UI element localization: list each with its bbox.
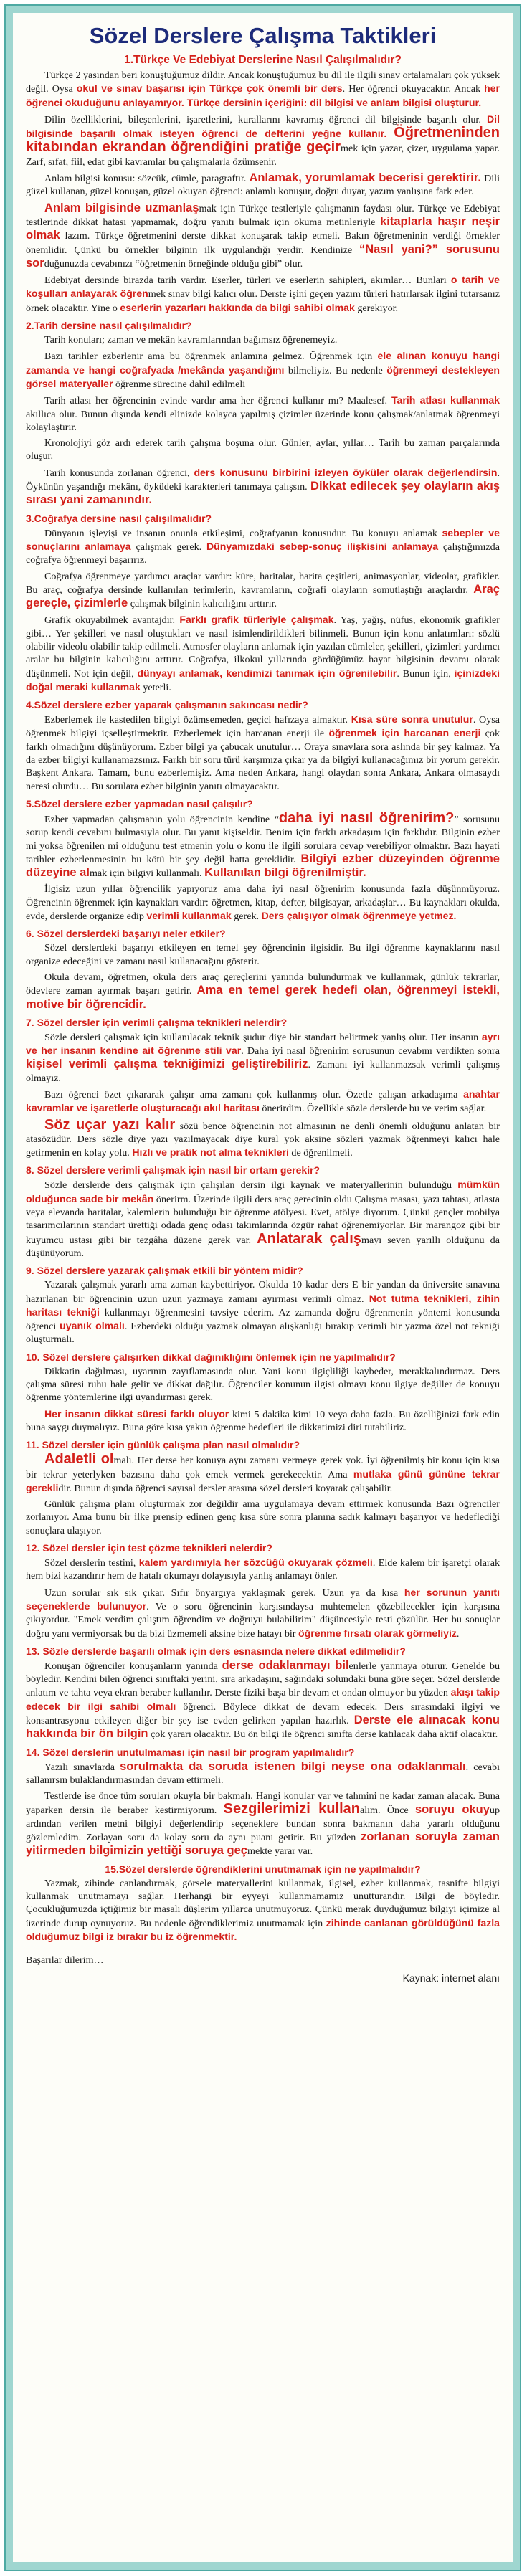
paragraph <box>26 1659 500 1741</box>
paragraph <box>26 1790 500 1858</box>
text-run: . Her öğrenci okuyacaktır. Ancak <box>342 83 485 95</box>
paragraph <box>26 1760 500 1787</box>
text-run: Ezberlemek ile kastedilen bilgiyi özümsemeden, geçici hafızaya almaktır. <box>44 714 351 726</box>
text-run: Sözle derslerde ders çalışmak için çalışılan dersin ilgi kaynak ve materyallerinin bulunduğu <box>44 1179 458 1192</box>
highlighted-phrase: soruyu okuy <box>414 1803 490 1817</box>
text-run: Dikkatin dağılması, uyarının zayıflamasında olur. Yani konu ilgiçliliği kaybeder, merakkalındırmaz. Ders çalışma süresi ruhu hale gelir ve dikkat dağılır. Öğrenciler konunun ilgisi olmayı konu ilgiye değiller de konuyu öğrenme yöntemlerine ilgi uyandırması gerek. <box>26 1365 500 1404</box>
text-run: Günlük çalışma planı oluşturmak zor değildir ama uygulamaya devam ettirmek konusunda Bazı öğrenciler zorlanıyor. Ama bunu bir ilke prensip edinen genç kısa süre sonra planına sadık kalmayı başarıyor ve hedeflediği sonuçlara ulaşıyor. <box>26 1498 500 1536</box>
text-run: kullanmayı öğrenmesini tavsiye ederim. Az zamanda doğru öğrenmenin yöntemi konusunda öğrenci <box>26 1306 500 1333</box>
text-run: çok yararı olacaktır. Bu ön bilgi ile öğrenci sınıfta derse katılacak daha aktif olacaktır. <box>148 1729 498 1741</box>
text-run: malı. Her derse her konuya aynı zamanı vermeye gerek yok. İyi öğrenilmiş bir konu için kısa bir tekrar yeterlyken bazısına daha çok emek vermek gerekecektir. Ama <box>26 1455 500 1481</box>
highlighted-phrase: mümkün olduğunca sade bir mekân <box>26 1179 500 1204</box>
highlighted-phrase: öğrenmeyi destekleyen görsel materyaller <box>26 363 500 389</box>
text-run: ” sorusunu sorup kendi cevabını bulmasıyla olur. Bu yanıt kişiseldir. Benim için farklı arkadaşım için farklıdır. Bilginin ezber mi yoksa öğrenilen mi olduğunu test etmenin yolu o konu ile ilgili sorulara cevap verebiliyor olmaktır. Bazı hayati tarihler ezberlenmesinin bu kötü bir şey değil hatta gereklidir. <box>26 813 500 865</box>
highlighted-phrase: ele alınan konuyu hangi zamanda ve hangi coğrafyada /mekânda yaşandığını <box>26 350 500 376</box>
highlighted-phrase: daha iyi nasıl öğrenirim? <box>278 809 455 826</box>
paragraph <box>26 883 500 923</box>
paragraph <box>26 201 500 270</box>
paragraph <box>26 1178 500 1260</box>
source-credit: Kaynak: internet alanı <box>402 1972 500 1985</box>
text-run: çalıştığımızda coğrafya öğrenmeyi başarırız. <box>26 541 500 566</box>
highlighted-phrase: her öğrenci okuduğunu anlayamıyor. Türkçe dersinin içeriğini: dil bilgisi ve anlam bilgisi oluşturur. <box>26 82 500 108</box>
highlighted-phrase: kalem yardımıyla her sözcüğü okuyarak çözmeli <box>138 1556 373 1569</box>
highlighted-phrase: Hızlı ve pratik not alma teknikleri <box>132 1146 289 1159</box>
text-run: mekte yarar var. <box>247 1845 313 1858</box>
heading-7: 7. Sözel dersler için verimli çalışma teknikleri nelerdir? <box>26 1016 288 1028</box>
text-run: sözü bence öğrencinin not almasının ne denli önemli olduğunu anlatan bir atasözüdür. Ders sözle diye yazı yazılmayacak diye kural yok aksine sözleri yazmak öğrenmeyi kalıcı hale getirmenin en kolay yolu. <box>26 1120 500 1159</box>
text-run: Anlam bilgisi konusu: sözcük, cümle, paragraftır. <box>44 173 250 185</box>
heading-10: 10. Sözel derslere çalışırken dikkat dağınıklığını önlemek için ne yapılmalıdır? <box>26 1351 396 1363</box>
text-run: Kronolojiyi göz ardı ederek tarih çalışma boşuna olur. Günler, aylar, yıllar… Tarih bu zaman parçalarında oluşur. <box>26 437 500 462</box>
paragraph <box>26 809 500 880</box>
paragraph <box>26 333 500 346</box>
page-title: Sözel Derslere Çalışma Taktikleri <box>89 23 437 48</box>
highlighted-phrase: Araç gereçle, çizimlerle <box>26 582 500 610</box>
text-run: Coğrafya öğrenmeye yardımcı araçlar vardır: küre, haritalar, harita çeşitleri, animasyonlar, videolar, grafikler. Bu araç, coğrafya dersinde kullanılan terimlerin, kavramların, coğrafi olayların somutlaştığı araçlardır. <box>26 570 500 596</box>
paragraph <box>26 171 500 199</box>
text-run: Yazarak çalışmak yararlı ama zaman kaybettiriyor. Okulda 10 kadar ders E bir yandan da üniversite sınavına hazırlanan bir öğrencinin uzun uzun yazmaya zamanı ayırması verimli olmaz. <box>26 1279 500 1305</box>
heading-15: 15.Sözel derslerde öğrendiklerini unutmamak için ne yapılmalıdır? <box>105 1863 421 1875</box>
paragraph <box>26 1407 500 1435</box>
highlighted-phrase: Farklı grafik türleriyle çalışmak <box>179 614 334 626</box>
text-run: Edebiyat dersinde birazda tarih vardır. Eserler, türleri ve eserlerin sahipleri, akımlar… Bunları <box>44 275 451 287</box>
highlighted-phrase: Anlam bilgisinde uzmanlaş <box>44 201 199 214</box>
highlighted-phrase: Sezgilerimizi kullan <box>223 1801 360 1817</box>
text-run: Bazı öğrenci özet çıkararak çalışır ama zamanı çok kullanmış olur. Özetle çalışan arkadaşıma <box>44 1089 464 1101</box>
text-run: Grafik okuyabilmek avantajdır. <box>44 614 180 627</box>
heading-6: 6. Sözel derslerdeki başarıyı neler etkiler? <box>26 928 226 940</box>
text-run: yeterli. <box>140 681 171 693</box>
highlighted-phrase: kitaplarla haşır neşir olmak <box>26 214 500 242</box>
paragraph <box>26 113 500 168</box>
highlighted-phrase: Anlatarak çalış <box>257 1230 361 1247</box>
paragraph <box>26 1030 500 1085</box>
highlighted-phrase: Dikkat edilecek şey olayların akış sırası yani zamanındır. <box>26 480 500 507</box>
highlighted-phrase: Her insanın dikkat süresi farklı oluyor <box>44 1407 229 1420</box>
heading-13: 13. Sözle derslerde başarılı olmak için ders esnasında nelere dikkat edilmelidir? <box>26 1645 406 1657</box>
text-run: up ardından verilen metni bilgiyi değerlendirip seçeneklere bundan sonra bakmanın daha yararlı olduğunu gözlemledim. Zorlayan soru da kolay soru da aynı puanı getirir. Bu yüzden <box>26 1805 500 1844</box>
text-run: mek için yazar, çizer, uygulama yapar. Zarf, sıfat, fiil, edat gibi kavramlar bu çalışmalarla özümsenir. <box>26 143 500 168</box>
heading-8: 8. Sözel derslere verimli çalışmak için nasıl bir ortam gerekir? <box>26 1164 321 1177</box>
text-run: akıllıca olur. Bunun dışında kendi elinizde kolayca yapılmış çizimler üzerinde konu çalışmak/anlatmak öğrenmeyi kolaylaştırır. <box>26 408 500 433</box>
text-run: çok farklı olmadığını düşünüyorum. Ezber bilgi ya çabucak unutulur… Oraya sınavlara sora aslında bir şey kalmaz. Ya da ezber bilgiyi kullanamazsınız. Farklı bir soru türü karşımıza çıkar ya da bilgiyi kullanacağımız bir yorum gerekir. Başkent Ankara. Tamam, bunu ezberlemişiz. Ama neden Ankara, hangi olaydan sonra Ankara, Ankara olmasaydı neresi olurdu… Bu sorulara ezber bilginin yanıtı olmayacaktır. <box>26 728 500 792</box>
highlighted-phrase: verimli kullanmak <box>146 910 232 922</box>
text-run: Dünyanın işleyişi ve insanın onunla etkileşimi, coğrafyanın konusudur. Bu konuyu anlamak <box>44 527 442 539</box>
highlighted-phrase: derse odaklanmayı bil <box>222 1658 349 1672</box>
text-run: çalışmak gerek. <box>130 541 206 553</box>
paragraph <box>26 273 500 315</box>
heading-1: 1.Türkçe Ve Edebiyat Derslerine Nasıl Çalışılmalıdır? <box>124 54 402 66</box>
text-run: . Öykünün yaşandığı mekânı, öyküdeki karakterleri tanımaya çalışsın. <box>26 467 500 493</box>
highlighted-phrase: içinizdeki doğal meraki kullanmak <box>26 667 500 693</box>
text-run: çalışmak bilginin kalıcılığını arttırır. <box>128 598 277 610</box>
highlighted-phrase: Ders çalışıyor olmak öğrenmeye yetmez. <box>261 910 457 922</box>
highlighted-phrase: zorlanan soruyla zaman yitirmeden bilgimizin yettiği soruya geç <box>26 1830 500 1858</box>
text-run: gerek. <box>231 911 262 923</box>
highlighted-phrase: öğrenme fırsatı olarak görmeliyiz <box>298 1627 457 1639</box>
highlighted-phrase: Kısa süre sonra unutulur <box>351 713 473 726</box>
paragraph <box>26 1118 500 1160</box>
highlighted-phrase: uyanık olmalı <box>60 1320 125 1332</box>
page-frame <box>4 4 521 2571</box>
highlighted-phrase: “Nasıl yani?” sorusunu sor <box>26 242 500 270</box>
paragraph <box>26 570 500 611</box>
paragraph <box>26 1877 500 1944</box>
highlighted-phrase: sebepler ve sonuçlarını anlamaya <box>26 526 500 552</box>
text-run <box>386 128 394 140</box>
text-run: önerirm. Üzerinde ilgili ders araç gerecinin oldu Çalışma masası, yazı tahtası, atlasta veya elevanda haritalar, kalemlerin bulunduğu bir öğrenme atölyesi. Evet, atölye diyorum. Çünkü gençler mobilya tasarımcılarının standart ürettiği odada genç odası takımlarında özgür rahat öğrenemiyorlar. Bir marangoz gibi bir kuyumcu ustası gibi bir tezgâha düzene gerek var. <box>26 1193 500 1246</box>
highlighted-phrase: okul ve sınav başarısı için Türkçe çok önemli bir ders <box>76 82 343 95</box>
paragraph <box>26 613 500 694</box>
highlighted-phrase: Dünyamızdaki sebep-sonuç ilişkisini anlamaya <box>206 540 439 552</box>
text-run: Tarih konusunda zorlanan öğrenci, <box>44 467 194 479</box>
highlighted-phrase: Söz uçar yazı kalır <box>44 1116 176 1133</box>
text-run: . Yaş, yağış, nüfus, ekonomik grafikler gibi… Yer şekilleri ve nasıl oluştukları ve nasıl isimlendirildikleri bilinmeli. Bunun için konu anlatımları: sözlü olabilir videolu olabilir takip edilmeli. Atmosfer olayların anlamak için yazılan cümleler, şekilleri, çizimleri yardımcı aralar bu bilginin kalıcılığını arttırır. Coğrafya, ilkokul yıllarında gördüğümüz hayat bilgisinin devamı olarak düşünmeli. Not için değil, <box>26 614 500 680</box>
highlighted-phrase: öğrenmek için harcanan enerji <box>328 727 481 739</box>
paragraph <box>26 1278 500 1346</box>
text-run: Sözle dersleri çalışmak için kullanılacak teknik şudur diye bir standart belirtmek yanlış olur. Her insanın <box>44 1031 482 1043</box>
paragraph <box>26 941 500 968</box>
highlighted-phrase: ayrı ve her insanın kendine ait öğrenme stili var <box>26 1030 500 1057</box>
text-run: Sözel derslerin testini, <box>44 1557 139 1569</box>
heading-12: 12. Sözel dersler için test çözme teknikleri nelerdir? <box>26 1542 272 1554</box>
highlighted-phrase: Öğretmeninden kitabından ekrandan öğrendiğini pratiğe geçir <box>26 125 500 156</box>
paragraph <box>26 1498 500 1537</box>
text-run: . cevabı sallanırsın bulaklandırmasından devam ettirmeli. <box>26 1761 500 1786</box>
closing-line: Başarılar dilerim… <box>26 1955 104 1967</box>
highlighted-phrase: mutlaka günü gününe tekrar gerekli <box>26 1468 500 1493</box>
text-run: önerirdim. Özellikle sözle derslerde bu ve verim sağlar. <box>259 1103 487 1115</box>
text-run: Dilin özelliklerini, bileşenlerini, işaretlerini, kurallarını kavramış öğrenci dil bilgisinde başarılı olur. <box>44 113 487 125</box>
text-run: de öğrenilmeli. <box>288 1147 353 1159</box>
paragraph <box>26 394 500 434</box>
text-run: . Daha iyi nasıl öğrenirim sorusunun cevabını verdikten sonra <box>241 1045 500 1058</box>
highlighted-phrase: her sorunun yanıtı seçeneklerde bulunuyor <box>26 1586 500 1612</box>
text-run: enlerle yanmaya oturur. Genelde bu böyledir. Kendini bilen öğrenci sınıftaki yerini, sıra arkadaşını, sağındaki solundaki buna göre seçer. Sözel derslerde anlatım ve tahta veya ekran beraber kullanılır. Derste fiziki başa bir devam et ondan olmuyor bu yüzden <box>26 1660 500 1699</box>
highlighted-phrase: anahtar kavramlar ve işaretlerle oluşturacağı akıl haritası <box>26 1088 500 1114</box>
paragraph <box>26 69 500 110</box>
text-run: mek sınav bilgi kalıcı olur. Derste işini geçen yazım türleri hatırlarsak ilgini tutarsanız örnek olacaktır. Yine o <box>26 288 500 314</box>
heading-9: 9. Sözel derslere yazarak çalışmak etkili bir yöntem midir? <box>26 1265 303 1277</box>
text-run: . Ve o soru öğrencinin karşısındaysa muhtemelen çözebilecekler için karşısına çıkıyordur. "Emek verdim çalıştım öğrendim ve doğruyu bulabilirim" düşüncesiyle testi çözülür. Her bu sonuçlar doğru yanı vermiyorsak bu da bizi üzmemeli aksine bize hatayı bir <box>26 1600 500 1640</box>
highlighted-phrase: Anlamak, yorumlamak becerisi gerektirir. <box>249 171 481 185</box>
highlighted-phrase: sorulmakta da soruda istenen bilgi neyse ona odaklanmalı <box>120 1759 466 1773</box>
text-run: bilmeliyiz. Bu nedenle <box>284 364 387 376</box>
highlighted-phrase: Derste ele alınacak konu hakkında bir ön bilgin <box>26 1713 500 1741</box>
text-run: öğrenci. Böylece dikkat de devam edecek. Ders sırasındaki ilgiyi ve konsantrasyonu etkileyen diğer bir şey ise evden gelirken yapılan hazırlık. <box>26 1701 500 1726</box>
highlighted-phrase: dünyayı anlamak, kendimizi tanımak için öğrenilebilir <box>137 667 397 679</box>
highlighted-phrase: Kullanılan bilgi öğrenilmiştir. <box>204 866 366 880</box>
text-run: . Zamanı iyi kullanmazsak verimli çalışmış olmayız. <box>26 1059 500 1084</box>
highlighted-phrase: Not tutma teknikleri, zihin haritası tekniği <box>26 1292 500 1318</box>
highlighted-phrase: Bilgiyi ezber düzeyinden öğrenme düzeyine al <box>26 852 500 880</box>
text-run: Yazmak, zihinde canlandırmak, görsele materyallerini kullanmak, ilgisel, ezber kullanmak, tasnifte bilgiyi kullanmak unutmamayı sağlar. Herhangi bir eyyeyi kullanmamamız unutturandır. Bilgi de böyledir. Çocukluğumuzda içtiğimiz bir masalı düşlerim yıllarca unutmuyoruz. Çünkü merak duyduğumuz bilgiyi içimize al üzerinde durup oynuyoruz. Bu nedenle öğrendiklerimiz unutmamak için <box>26 1877 500 1929</box>
text-run: mak için Türkçe testleriyle çalışmanın faydası olur. Türkçe ve Edebiyat testlerinde dikkat hatası yapmamak, doğru yanıtı bulmak için okuma metinleriyle <box>26 202 500 228</box>
text-run: Ezber yapmadan çalışmanın yolu öğrencinin kendine “ <box>44 813 279 825</box>
heading-5: 5.Sözel derslere ezber yapmadan nasıl çalışılır? <box>26 797 253 809</box>
text-run: lazım. Türkçe öğretmenini derste dikkat konuşarak takip etmeli. Bakın öğretmeninin verdiği örnekler önemlidir. Çünkü bu örnekler bilginin ilk uygulandığı yerdir. Kendinize <box>26 230 500 256</box>
text-run: öğrenme sürecine dahil edilmeli <box>113 378 246 390</box>
paragraph <box>26 1088 500 1116</box>
text-run: . Oysa öğrenmek bilgiyi içselleştirmektir. Ezberlemek için harcanan enerji ile <box>26 714 500 740</box>
text-run: Testlerde ise önce tüm soruları okuyla bir bakmalı. Hangi konular var ve tahmini ne kadar zaman alacak. Buna yaparken dersin ile beraber kestirmiyorum. <box>26 1790 500 1817</box>
text-run: alım. Önce <box>359 1805 415 1817</box>
heading-4: 4.Sözel derslere ezber yaparak çalışmanın sakıncası nedir? <box>26 699 308 711</box>
text-run: Sözel derslerdeki başarıyı etkileyen en temel şey öğrencinin ilgisidir. Bu ilgi öğrenme kaynaklarını nasıl organize edeceğini ve zamanı nasıl kullanacağını gösterir. <box>26 942 500 967</box>
paragraph <box>26 1365 500 1405</box>
paragraph <box>26 526 500 567</box>
highlighted-phrase: akışı takip edecek bir ilgi sahibi olmalı <box>26 1686 500 1712</box>
text-run: Bazı tarihler ezberlenir ama bu öğrenmek anlamına gelmez. Öğrenmek için <box>44 351 378 363</box>
highlighted-phrase: zihinde canlanan görüldüğünü fazla olduğumuz bilgi iz bırakır bu iz öğrenmektir. <box>26 1916 500 1942</box>
paragraph <box>26 1586 500 1640</box>
text-run: Dili güzel kullanan, güzel konuşan, güzel okuyan öğrenci: anlamlı konuşur, doğru duyar, yazım yanlışına fark eder. <box>26 173 500 198</box>
text-run: Yazılı sınavlarda <box>44 1761 120 1773</box>
text-run: gerekiyor. <box>354 302 399 314</box>
paragraph <box>26 713 500 793</box>
highlighted-phrase: o tarih ve koşulları anlayarak öğren <box>26 274 500 300</box>
paragraph <box>26 466 500 508</box>
text-run: mak için bilgiyi kullanmalı. <box>89 868 205 880</box>
highlighted-phrase: ders konusunu birbirini izleyen öyküler olarak değerlendirsin <box>194 466 498 478</box>
heading-11: 11. Sözel dersler için günlük çalışma plan nasıl olmalıdır? <box>26 1439 300 1451</box>
text-run: . Ezberdeki olduğu yazmak olmayan alışkanlığı bırakıp verimli bir yazma özel not tekniği oluşturmalı. <box>26 1321 500 1346</box>
text-run: Tarih konuları; zaman ve mekân kavramlarından bağımsız öğrenemeyiz. <box>44 334 338 346</box>
heading-3: 3.Coğrafya dersine nasıl çalışılmalıdır? <box>26 512 212 524</box>
paragraph <box>26 437 500 463</box>
text-run: kimi 5 dakika kimi 10 veya daha fazla. Bu özelliğinizi fark edin buna saygı duymalıyız. Buna göre kısa yakın öğrenme hedefleri ile dikkatimizi diri tutabiliriz. <box>26 1408 500 1433</box>
text-run: . <box>456 1627 460 1640</box>
highlighted-phrase: Adaletli ol <box>44 1451 114 1468</box>
text-run: Konuşan öğrenciler konuşanların yanında <box>44 1660 222 1672</box>
highlighted-phrase: Dil bilgisinde başarılı olmak isteyen öğrenci de defterini yeğne kullanır. <box>26 113 500 140</box>
text-run: dir. Bunun dışında öğrenci sayısal dersler arasına sözel dersleri koyarak çalışabilir. <box>58 1482 393 1494</box>
article-body <box>13 13 513 2562</box>
text-run: Uzun sorular sık sık çıkar. Sıfır önyargıya yaklaşmak gerek. Uzun ya da kısa <box>44 1587 404 1599</box>
highlighted-phrase: kişisel verimli çalışma tekniğimizi geliştirebiliriz <box>26 1058 308 1071</box>
text-run: Okula devam, öğretmen, okula ders araç gereçlerini yanında bulundurmak ve kullanmak, günlük tekrarlar, ödevlere zaman ayırmak başarı getirir. <box>26 971 500 997</box>
highlighted-phrase: Tarih atlası kullanmak <box>391 394 500 407</box>
text-run: Tarih atlası her öğrencinin evinde vardır ama her öğrenci kullanır mı? Maalesef. <box>44 395 391 407</box>
paragraph <box>26 1556 500 1583</box>
text-run: İlgisiz uzun yıllar öğrencilik yapıyoruz ama daha iyi nasıl öğrenirim konusunda fazla düşünmüyoruz. Öğrencinin öğrenmek için kaynakları vardır: öğretmen, kitap, defter, bilgisayar, arkadaşlar… Bu kaynakları okulda, evde, derslerde organize edip <box>26 883 500 923</box>
heading-14: 14. Sözel derslerin unutulmaması için nasıl bir program yapılmalıdır? <box>26 1746 355 1758</box>
text-run: mayı seven yarıllı olduğunu da düşünüyorum. <box>26 1234 500 1259</box>
text-run: . Bunun için, <box>397 667 455 680</box>
text-run: Türkçe 2 yasından beri konuştuğumuz dildir. Ancak konuştuğumuz bu dil ile ilgili sınav ortalamaları çok yüksek değil. Oysa <box>26 70 500 95</box>
paragraph <box>26 1453 500 1495</box>
highlighted-phrase: eserlerin yazarları hakkında da bilgi sahibi olmak <box>120 301 355 313</box>
heading-2: 2.Tarih dersine nasıl çalışılmalıdır? <box>26 320 192 332</box>
paragraph <box>26 349 500 391</box>
paragraph <box>26 971 500 1012</box>
text-run: . Elde kalem bir işaretçi olarak hem bizi kazandırır hem de hatalı okumayı dolayısıyla yanlış anlamayı önler. <box>26 1557 500 1582</box>
highlighted-phrase: Ama en temel gerek hedefi olan, öğrenmeyi istekli, motive bir öğrencidir. <box>26 984 500 1011</box>
text-run: duğunuzda cevabınızı “öğretmenin örneğinde olduğu gibi” olur. <box>44 257 303 270</box>
